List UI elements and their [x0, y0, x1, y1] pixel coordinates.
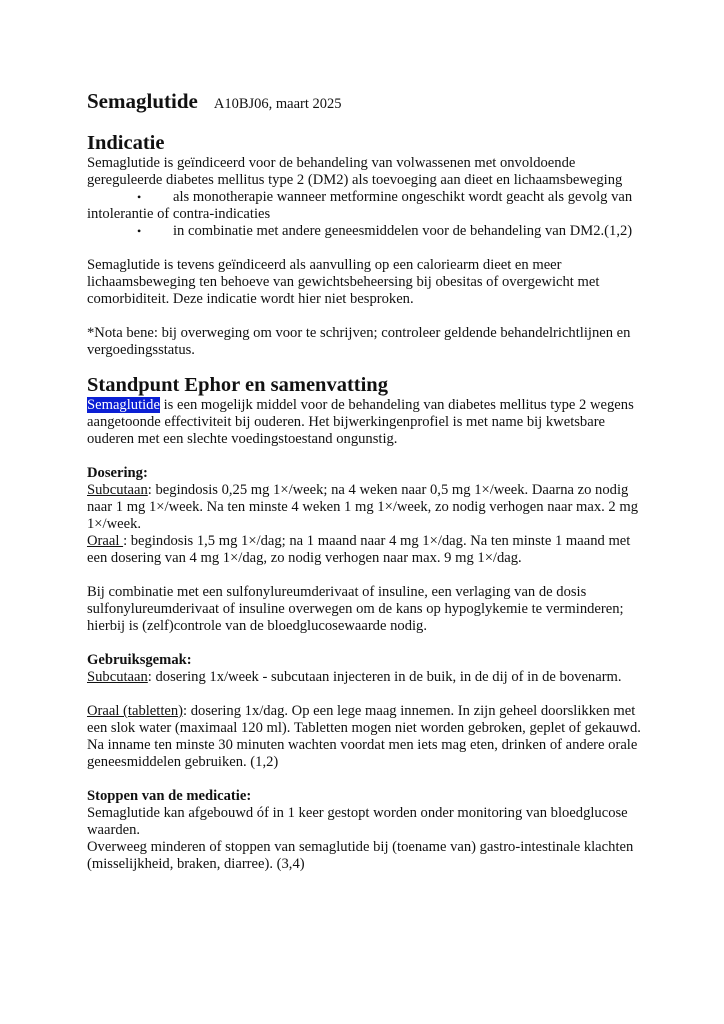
indicatie-bullet-list: [87, 189, 644, 240]
bullet-icon: •: [137, 190, 142, 204]
gebruiksgemak-oraal-text: : dosering 1x/dag. Op een lege maag innemen. In zijn geheel doorslikken met een slok water (maximaal 120 ml). Tabletten mogen niet worden gebroken, geplet of gekauwd. Na inname ten minste 30 minuten wachten voordat men iets mag eten, drinken of andere orale geneesmiddelen gebruiken. (1,2): [87, 703, 641, 770]
oraal-label: Oraal: [87, 533, 124, 549]
selected-text-highlight[interactable]: Semaglutide: [87, 397, 160, 413]
bullet-text: in combinatie met andere geneesmiddelen voor de behandeling van DM2.(1,2): [173, 223, 633, 239]
bullet-text: als monotherapie wanneer metformine ongeschikt wordt geacht als gevolg van intolerantie of contra-indicaties: [87, 189, 633, 222]
stoppen-line-2: Overweeg minderen of stoppen van semaglutide bij (toename van) gastro-intestinale klachten (misselijkheid, braken, diarree). (3,4): [87, 839, 634, 872]
stoppen-heading: Stoppen van de medicatie:: [87, 788, 252, 804]
dosering-subcutaan-text: : begindosis 0,25 mg 1×/week; na 4 weken naar 0,5 mg 1×/week. Daarna zo nodig naar 1 mg 1×/week. Na ten minste 4 weken 1 mg 1×/week, zo nodig verhogen naar max. 2 mg 1×/week.: [87, 482, 639, 532]
gebruiksgemak-oraal: [87, 703, 644, 771]
spacer: [87, 448, 644, 465]
dosering-subcutaan: [87, 482, 644, 533]
dosering-oraal: [87, 533, 644, 567]
document-header: [87, 88, 644, 117]
subcutaan-label: Subcutaan: [87, 482, 148, 498]
dosering-combinatie: Bij combinatie met een sulfonylureumderivaat of insuline, een verlaging van de dosis sulfonylureumderivaat of insuline overwegen om de kans op hypoglykemie te verminderen; hierbij is (zelf)controle van de bloedglucosewaarde nodig.: [87, 584, 624, 634]
standpunt-summary: [87, 397, 644, 448]
indicatie-intro: Semaglutide is geïndiceerd voor de behandeling van volwassenen met onvoldoende gereguleerde diabetes mellitus type 2 (DM2) als toevoeging aan dieet en lichaamsbeweging: [87, 155, 623, 188]
subcutaan-label: Subcutaan: [87, 669, 148, 685]
atc-code-date: A10BJ06, maart 2025: [213, 96, 342, 112]
gebruiksgemak-subcutaan-text: : dosering 1x/week - subcutaan injecteren in de buik, in de dij of in de bovenarm.: [147, 669, 622, 685]
gebruiksgemak-subcutaan: [87, 669, 644, 686]
dosering-heading: Dosering:: [87, 465, 148, 481]
bullet-icon: •: [137, 224, 142, 238]
gebruiksgemak-heading: Gebruiksgemak:: [87, 652, 192, 668]
stoppen-line-1: Semaglutide kan afgebouwd óf in 1 keer gestopt worden onder monitoring van bloedglucose waarden.: [87, 805, 628, 838]
spacer: [87, 686, 644, 703]
dosering-oraal-text: : begindosis 1,5 mg 1×/dag; na 1 maand naar 4 mg 1×/dag. Na ten minste 1 maand met een dosering van 4 mg 1×/dag, zo nodig verhogen naar max. 9 mg 1×/dag.: [87, 533, 631, 566]
drug-name-title: Semaglutide: [87, 89, 198, 113]
spacer: [87, 567, 644, 584]
oraal-tabletten-label: Oraal (tabletten): [87, 703, 184, 719]
spacer: [87, 635, 644, 652]
indicatie-bullet-item: [87, 189, 644, 223]
indicatie-extra: Semaglutide is tevens geïndiceerd als aanvulling op een caloriearm dieet en meer lichaamsbeweging ten behoeve van gewichtsbeheersing bij obesitas of overgewicht met comorbiditeit. Deze indicatie wordt hier niet besproken.: [87, 257, 600, 307]
indicatie-bullet-item: [87, 223, 644, 240]
spacer: [87, 240, 644, 257]
standpunt-summary-text: is een mogelijk middel voor de behandeling van diabetes mellitus type 2 wegens aangetoonde effectiviteit bij ouderen. Het bijwerkingenprofiel is met name bij kwetsbare ouderen met een slechte voedingstoestand ongunstig.: [87, 397, 634, 447]
standpunt-heading: Standpunt Ephor en samenvatting: [87, 374, 388, 396]
spacer: [87, 771, 644, 788]
spacer: [87, 308, 644, 325]
indicatie-heading: Indicatie: [87, 132, 165, 154]
nota-bene: *Nota bene: bij overweging om voor te schrijven; controleer geldende behandelrichtlijnen en vergoedingsstatus.: [87, 325, 631, 358]
